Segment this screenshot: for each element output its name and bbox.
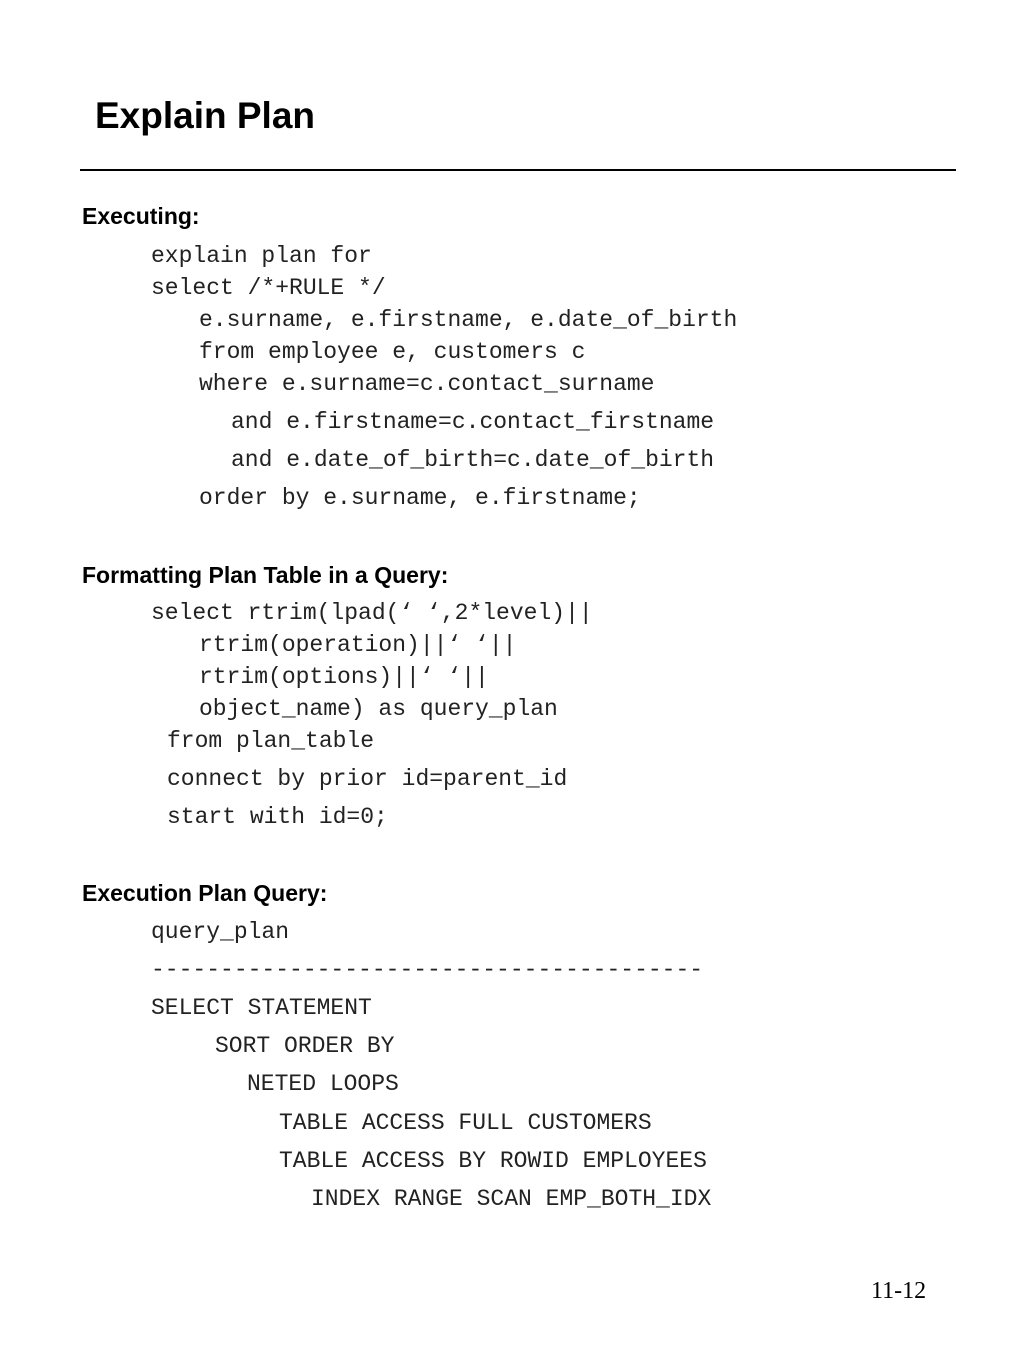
code-line: connect by prior id=parent_id: [167, 766, 568, 792]
code-line: rtrim(operation)||‘ ‘||: [199, 632, 517, 658]
code-line: INDEX RANGE SCAN EMP_BOTH_IDX: [311, 1186, 712, 1212]
code-line: SELECT STATEMENT: [151, 995, 372, 1021]
code-line: e.surname, e.firstname, e.date_of_birth: [199, 307, 738, 333]
title-divider: [80, 169, 956, 171]
section-heading-execution-plan: Execution Plan Query:: [82, 880, 328, 906]
code-line: where e.surname=c.contact_surname: [199, 371, 655, 397]
code-line: select rtrim(lpad(‘ ‘,2*level)||: [151, 600, 593, 626]
code-line: from plan_table: [167, 728, 375, 754]
code-line: and e.date_of_birth=c.date_of_birth: [231, 447, 715, 473]
section-heading-executing: Executing:: [82, 203, 200, 229]
page-number: 11-12: [871, 1278, 927, 1304]
code-line: order by e.surname, e.firstname;: [199, 485, 641, 511]
code-line: explain plan for: [151, 243, 372, 269]
code-line: query_plan: [151, 919, 290, 945]
page-title: Explain Plan: [95, 95, 316, 136]
code-line: select /*+RULE */: [151, 275, 386, 301]
section-heading-formatting: Formatting Plan Table in a Query:: [82, 562, 449, 588]
code-line: NETED LOOPS: [247, 1071, 399, 1097]
code-line: SORT ORDER BY: [215, 1033, 395, 1059]
code-line: rtrim(options)||‘ ‘||: [199, 664, 489, 690]
code-line: from employee e, customers c: [199, 339, 586, 365]
code-line: start with id=0;: [167, 804, 388, 830]
code-line: TABLE ACCESS BY ROWID EMPLOYEES: [279, 1148, 707, 1174]
code-line: TABLE ACCESS FULL CUSTOMERS: [279, 1110, 652, 1136]
code-line: ----------------------------------------: [151, 957, 704, 983]
code-line: object_name) as query_plan: [199, 696, 558, 722]
code-line: and e.firstname=c.contact_firstname: [231, 409, 715, 435]
